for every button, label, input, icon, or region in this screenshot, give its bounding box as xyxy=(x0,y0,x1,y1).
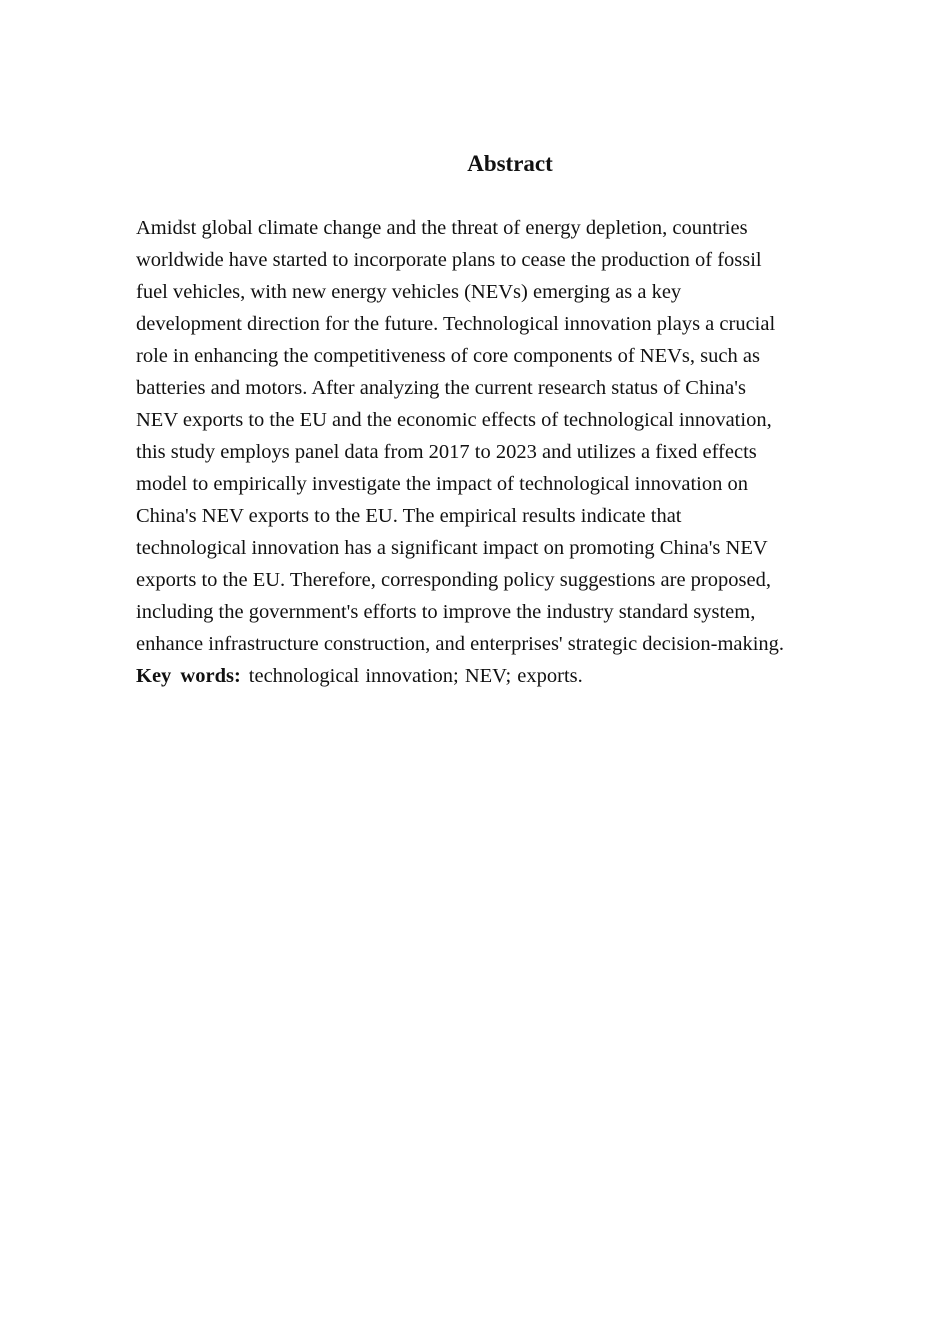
abstract-line: including the government's efforts to improve the industry standard system, xyxy=(136,601,756,623)
abstract-line: Amidst global climate change and the threat of energy depletion, countries xyxy=(136,217,748,239)
abstract-line: technological innovation has a significant impact on promoting China's NEV xyxy=(136,537,768,559)
abstract-line: this study employs panel data from 2017 to 2023 and utilizes a fixed effects xyxy=(136,441,757,463)
abstract-line: exports to the EU. Therefore, corresponding policy suggestions are proposed, xyxy=(136,569,771,591)
abstract-title: Abstract xyxy=(467,151,553,176)
abstract-line: role in enhancing the competitiveness of core components of NEVs, such as xyxy=(136,345,760,367)
keywords-value: technological innovation; NEV; exports. xyxy=(248,665,583,687)
keywords-label: Key words: xyxy=(136,665,241,687)
abstract-line: enhance infrastructure construction, and enterprises' strategic decision-making. xyxy=(136,633,785,655)
abstract-line: fuel vehicles, with new energy vehicles (NEVs) emerging as a key xyxy=(136,281,682,303)
abstract-body xyxy=(136,212,848,692)
abstract-line: development direction for the future. Technological innovation plays a crucial xyxy=(136,313,776,335)
abstract-line: batteries and motors. After analyzing the current research status of China's xyxy=(136,377,746,399)
keywords-line xyxy=(136,660,848,692)
abstract-line: NEV exports to the EU and the economic effects of technological innovation, xyxy=(136,409,772,431)
abstract-line: China's NEV exports to the EU. The empirical results indicate that xyxy=(136,505,682,527)
abstract-line: model to empirically investigate the impact of technological innovation on xyxy=(136,473,748,495)
abstract-line: worldwide have started to incorporate plans to cease the production of fossil xyxy=(136,249,762,271)
